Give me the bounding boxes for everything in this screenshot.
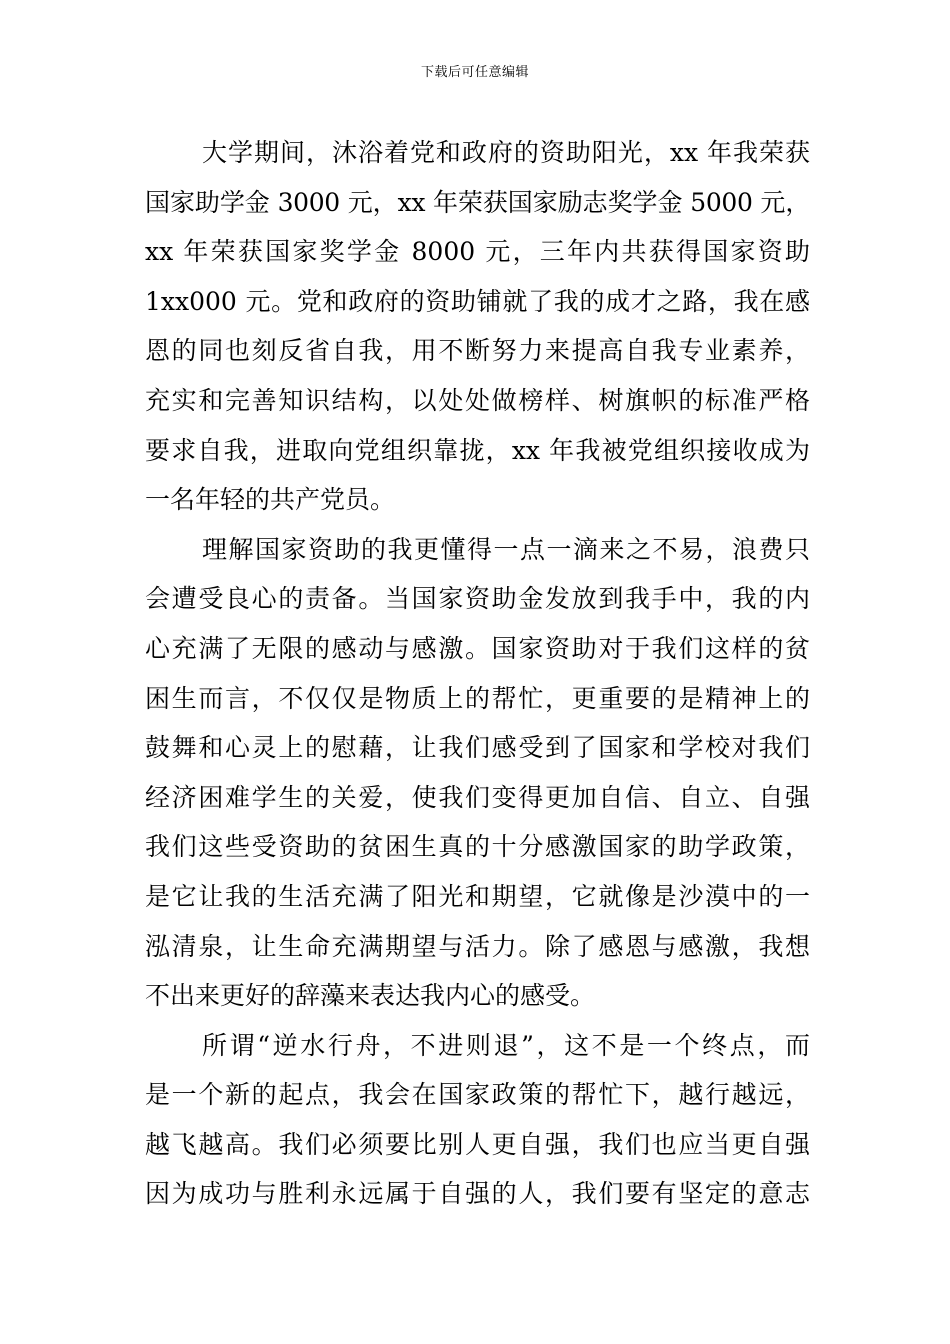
text-line: 国家助学金 3000 元，xx 年荣获国家励志奖学金 5000 元， bbox=[145, 187, 810, 217]
paragraph-3 bbox=[145, 1021, 810, 1219]
paragraph-2 bbox=[145, 525, 810, 1021]
text-line: 泓清泉，让生命充满期望与活力。除了感恩与感激，我想 bbox=[145, 931, 810, 961]
text-line: 经济困难学生的关爱，使我们变得更加自信、自立、自强 bbox=[145, 782, 810, 812]
text-line: 是它让我的生活充满了阳光和期望，它就像是沙漠中的一 bbox=[145, 881, 810, 911]
text-line: xx 年荣获国家奖学金 8000 元，三年内共获得国家资助 bbox=[145, 237, 810, 267]
text-line: 会遭受良心的责备。当国家资助金发放到我手中，我的内 bbox=[145, 584, 810, 614]
text-line: 不出来更好的辞藻来表达我内心的感受。 bbox=[145, 981, 596, 1011]
text-line: 困生而言，不仅仅是物质上的帮忙，更重要的是精神上的 bbox=[145, 683, 810, 713]
text-line: 大学期间，沐浴着党和政府的资助阳光，xx 年我荣获 bbox=[202, 138, 810, 167]
text-line: 因为成功与胜利永远属于自强的人，我们要有坚定的意志 bbox=[145, 1179, 810, 1209]
text-line: 鼓舞和心灵上的慰藉，让我们感受到了国家和学校对我们 bbox=[145, 733, 810, 763]
text-line: 越飞越高。我们必须要比别人更自强，我们也应当更自强 bbox=[145, 1129, 810, 1159]
document-body bbox=[145, 128, 810, 1219]
text-line: 一名年轻的共产党员。 bbox=[145, 485, 396, 515]
text-line: 我们这些受资助的贫困生真的十分感激国家的助学政策， bbox=[145, 832, 810, 862]
text-line: 理解国家资助的我更懂得一点一滴来之不易，浪费只 bbox=[202, 534, 810, 564]
text-line: 心充满了无限的感动与感激。国家资助对于我们这样的贫 bbox=[145, 633, 810, 663]
text-line: 1xx000 元。党和政府的资助铺就了我的成才之路，我在感 bbox=[145, 286, 810, 316]
text-line: 恩的同也刻反省自我，用不断努力来提高自我专业素养， bbox=[145, 336, 810, 366]
text-line: 充实和完善知识结构，以处处做榜样、树旗帜的标准严格 bbox=[145, 385, 810, 415]
page-header: 下载后可任意编辑 bbox=[420, 65, 529, 80]
paragraph-1 bbox=[145, 128, 810, 525]
text-line: 要求自我，进取向党组织靠拢，xx 年我被党组织接收成为 bbox=[145, 435, 810, 465]
text-line: 是一个新的起点，我会在国家政策的帮忙下，越行越远， bbox=[145, 1080, 810, 1110]
text-line: 所谓“逆水行舟，不进则退”，这不是一个终点，而 bbox=[202, 1030, 810, 1060]
